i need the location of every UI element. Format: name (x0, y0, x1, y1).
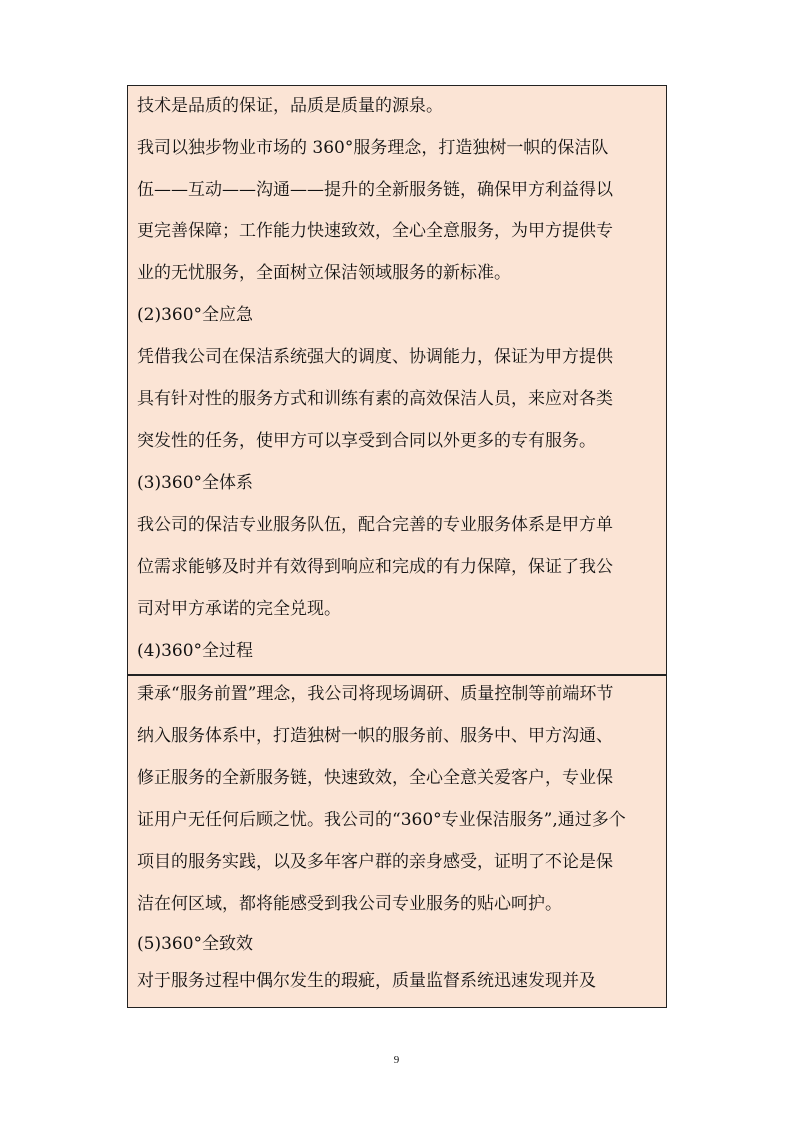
paragraph-line: 项目的服务实践，以及多年客户群的亲身感受，证明了不论是保 (137, 852, 613, 872)
section-heading: (2)360°全应急 (137, 305, 254, 325)
paragraph-line: 对于服务过程中偶尔发生的瑕疵，质量监督系统迅速发现并及 (137, 971, 596, 991)
paragraph-line: 业的无忧服务，全面树立保洁领域服务的新标准。 (137, 263, 511, 283)
text-box-lower (127, 675, 667, 1008)
paragraph-line: 突发性的任务，使甲方可以享受到合同以外更多的专有服务。 (137, 431, 596, 451)
paragraph-line: 证用户无任何后顾之忧。我公司的“360°专业保洁服务”,通过多个 (137, 810, 626, 830)
paragraph-line: 修正服务的全新服务链，快速致效，全心全意关爱客户，专业保 (137, 768, 613, 788)
section-heading: (5)360°全致效 (137, 934, 254, 954)
paragraph-line: 具有针对性的服务方式和训练有素的高效保洁人员，来应对各类 (137, 389, 613, 409)
section-heading: (3)360°全体系 (137, 473, 254, 493)
section-heading: (4)360°全过程 (137, 641, 254, 661)
paragraph-line: 凭借我公司在保洁系统强大的调度、协调能力，保证为甲方提供 (137, 347, 613, 367)
paragraph-line: 我公司的保洁专业服务队伍，配合完善的专业服务体系是甲方单 (137, 515, 613, 535)
paragraph-line: 位需求能够及时并有效得到响应和完成的有力保障，保证了我公 (137, 557, 613, 577)
paragraph-line: 秉承“服务前置”理念，我公司将现场调研、质量控制等前端环节 (137, 684, 614, 704)
paragraph-line: 纳入服务体系中，打造独树一帜的服务前、服务中、甲方沟通、 (137, 726, 613, 746)
paragraph-line: 我司以独步物业市场的 360°服务理念，打造独树一帜的保洁队 (137, 138, 609, 158)
paragraph-line: 更完善保障；工作能力快速致效，全心全意服务，为甲方提供专 (137, 221, 613, 241)
paragraph-line: 伍——互动——沟通——提升的全新服务链，确保甲方利益得以 (137, 180, 613, 200)
paragraph-line: 司对甲方承诺的完全兑现。 (137, 599, 341, 619)
paragraph-line: 洁在何区域，都将能感受到我公司专业服务的贴心呵护。 (137, 894, 562, 914)
text-box-upper (127, 85, 667, 675)
page-number: 9 (393, 1054, 400, 1066)
paragraph-line: 技术是品质的保证，品质是质量的源泉。 (137, 96, 443, 116)
